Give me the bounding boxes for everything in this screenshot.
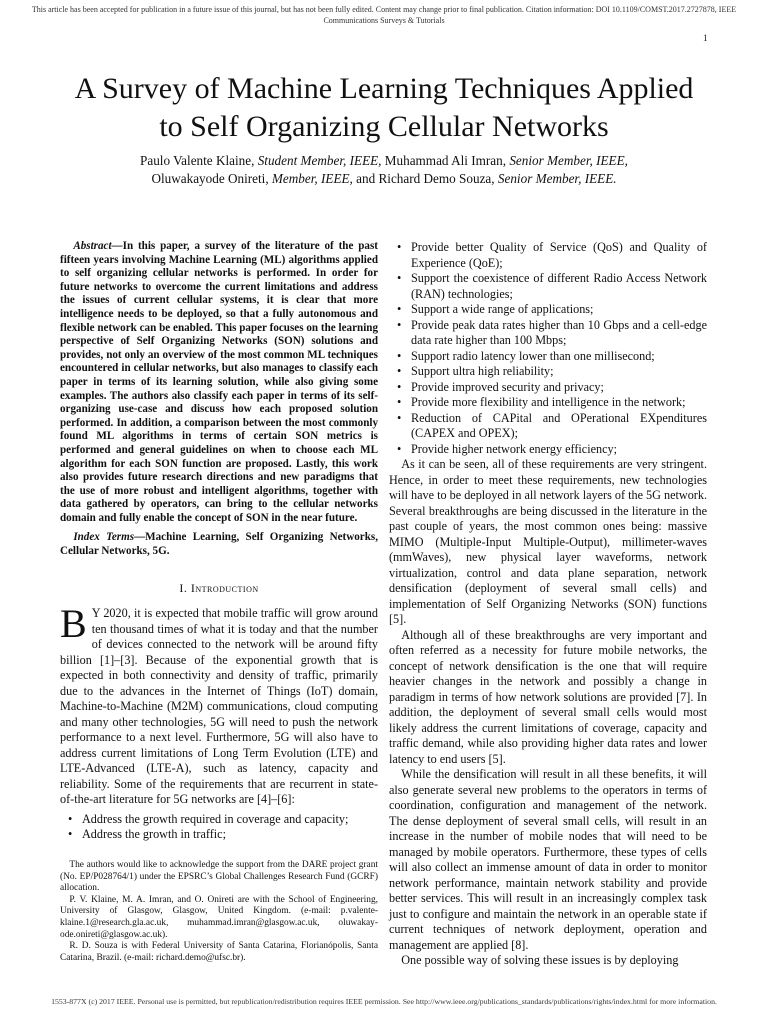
header-line-1: This article has been accepted for publication in a future issue of this journal, but has not been fully edited. Content may change prior to final publication. Citation information: DOI 10.1109/COMST.2017.2727878, IEEE — [31, 5, 737, 14]
footnotes — [60, 860, 378, 964]
list-item: • Support the coexistence of different Radio Access Network (RAN) technologies; — [411, 271, 707, 302]
list-item: • Provide higher network energy efficiency; — [411, 442, 707, 458]
author-role: Member, IEEE, — [271, 171, 353, 186]
intro-paragraph-1 — [60, 601, 378, 808]
index-terms-text: —Machine Learning, Self Organizing Networks, Cellular Networks, 5G. — [60, 531, 378, 558]
page-number: 1 — [703, 33, 708, 43]
list-item: • Support radio latency lower than one millisecond; — [411, 349, 707, 365]
abstract-label: Abstract — [73, 240, 112, 252]
journal-header-note — [0, 4, 768, 26]
abstract — [60, 240, 378, 525]
intro-paragraph-1-text: Y 2020, it is expected that mobile traffic will grow around ten thousand times of what it is today and that the number of devices connected to the network will be around fifty billion [1]–[3]. Because of the exponential growth that is expected in both connectivity and density of traffic, primarily due to the advances in the Internet of Things (IoT) domain, Machine-to-Machine (M2M) communications, cloud computing and many other technologies, 5G will need to push the network performance to a next level. Furthermore, 5G will also have to address current limitations of Long Term Evolution (LTE) and LTE-Advanced (LTE-A), such as latency, capacity and reliability. Some of the requirements that are recurrent in state-of-the-art literature for 5G networks are [4]–[6]: — [60, 606, 378, 807]
author-line-2 — [0, 170, 768, 188]
author-list — [0, 152, 768, 188]
header-line-2: Communications Surveys & Tutorials — [323, 16, 445, 25]
abstract-text: —In this paper, a survey of the literature of the past fifteen years involving Machine Learning (ML) algorithms applied to self organizing cellular networks is performed. In order for future networks to overcome the current limitations and address the issues of current cellular systems, it is clear that more intelligence needs to be deployed, so that a fully autonomous and flexible network can be enabled. This paper focuses on the learning perspective of Self Organizing Networks (SON) solutions and provides, not only an overview of the most common ML techniques encountered in cellular networks, but also manages to classify each paper in terms of its learning solution, while also giving some examples. The authors also classify each paper in terms of its self-organizing use-case and discuss how each proposed solution performed. In addition, a comparison between the most commonly found ML algorithms in terms of certain SON metrics is performed and general guidelines on when to choose each ML algorithm for each SON function are proposed. Lastly, this work also provides future research directions and new paradigms that the use of more robust and intelligent algorithms, together with data gathered by operators, can bring to the cellular networks domain and fully enable the concept of SON in the near future. — [60, 240, 378, 524]
footnote-affiliation-2: R. D. Souza is with Federal University of Santa Catarina, Florianópolis, Santa Catarina, Brazil. (e-mail: richard.demo@ufsc.br). — [60, 941, 378, 963]
author-line-1 — [0, 152, 768, 170]
list-item: • Provide peak data rates higher than 10 Gbps and a cell-edge data rate higher than 100 Mbps; — [411, 318, 707, 349]
footnote-funding: The authors would like to acknowledge the support from the DARE project grant (No. EP/P028764/1) under the EPSRC’s Global Challenges Research Fund (GCRF) allocation. — [60, 860, 378, 894]
author-role: Senior Member, IEEE. — [497, 171, 617, 186]
author-name: Muhammad Ali Imran, — [384, 153, 507, 168]
requirements-list-left — [60, 812, 378, 843]
intro-paragraph-4: While the densification will result in all these benefits, it will also generate several new problems to the operators in terms of coordination, configuration and management of the network. The dense deployment of several small cells, will result in an increase in the number of mobile nodes that will need to be managed by mobile operators. Furthermore, these types of cells will also collect an immense amount of data in order to monitor network performance, maintain network stability and provide better services. This will result in an increasingly complex task just to configure and maintain the network in an operable state if current techniques of network deployment, operation and management are applied [8]. — [389, 767, 707, 952]
list-item: • Provide better Quality of Service (QoS) and Quality of Experience (QoE); — [411, 240, 707, 271]
drop-cap: B — [60, 601, 87, 647]
author-name: Oluwakayode Onireti, — [151, 171, 269, 186]
author-name: and Richard Demo Souza, — [356, 171, 495, 186]
intro-paragraph-2: As it can be seen, all of these requirements are very stringent. Hence, in order to meet these requirements, new technologies will have to be deployed in all network layers of the 5G network. Several breakthroughs are being discussed in the literature in the past couple of years, the most common ones being: massive MIMO (Multiple-Input Multiple-Output), millimeter-waves (mmWaves), new physical layer waveforms, network virtualization, control and data plane separation, network densification (deployment of several small cells) and implementation of Self Organizing Networks (SON) functions [5]. — [389, 457, 707, 626]
requirements-list-right — [389, 240, 707, 457]
list-item: • Address the growth required in coverage and capacity; — [82, 812, 378, 828]
list-item: • Provide more flexibility and intelligence in the network; — [411, 395, 707, 411]
right-column — [389, 240, 707, 969]
list-item: • Reduction of CAPital and OPerational EXpenditures (CAPEX and OPEX); — [411, 411, 707, 442]
author-role: Student Member, IEEE, — [257, 153, 382, 168]
author-role: Senior Member, IEEE, — [509, 153, 628, 168]
author-name: Paulo Valente Klaine, — [140, 153, 255, 168]
list-item: • Provide improved security and privacy; — [411, 380, 707, 396]
index-terms-label: Index Terms — [73, 531, 135, 544]
index-terms — [60, 531, 378, 558]
list-item: • Support a wide range of applications; — [411, 302, 707, 318]
section-heading-introduction: I. Introduction — [179, 580, 259, 595]
title-line-2: to Self Organizing Cellular Networks — [159, 110, 609, 143]
title-line-1: A Survey of Machine Learning Techniques Applied — [74, 72, 694, 105]
copyright-footer: 1553-877X (c) 2017 IEEE. Personal use is permitted, but republication/redistribution requires IEEE permission. See http://www.ieee.org/publications_standards/publications/rights/index.html for more information. — [51, 997, 717, 1006]
intro-paragraph-5: One possible way of solving these issues is by deploying — [401, 953, 679, 967]
intro-paragraph-3: Although all of these breakthroughs are very important and often referred as a necessity for future mobile networks, the concept of network densification is the one that will require heavier changes in the network and possibly a change in paradigm in terms of how network solutions are provided [7]. In addition, the deployment of several small cells would most likely address the current limitations of coverage, capacity and traffic demand, while also providing higher data rates and lower latency to end users [5]. — [389, 627, 707, 766]
paper-title — [0, 70, 768, 146]
footnote-affiliation-1: P. V. Klaine, M. A. Imran, and O. Onireti are with the School of Engineering, University of Glasgow, Glasgow, United Kingdom. (e-mail: p.valente-klaine.1@research.gla.ac.uk, muhammad.imran@glasgow.ac.uk, oluwakay-ode.onireti@glasgow.ac.uk). — [60, 894, 378, 940]
list-item: • Support ultra high reliability; — [411, 364, 707, 380]
list-item: • Address the growth in traffic; — [82, 827, 378, 843]
left-column — [60, 240, 378, 843]
